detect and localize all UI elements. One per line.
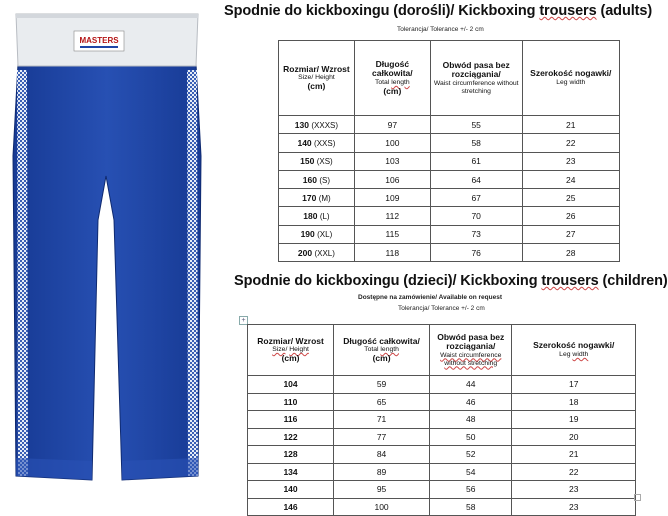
length-cell: 59: [334, 376, 430, 394]
kickboxing-trousers-image: [2, 6, 210, 498]
length-cell: 115: [354, 225, 430, 243]
children-header-leg: Szerokość nogawki/ Leg width: [512, 325, 636, 376]
children-tolerance: Tolerancja/ Tolerance +/- 2 cm: [398, 305, 485, 312]
length-cell: 103: [354, 152, 430, 170]
adults-title: Spodnie do kickboxingu (dorośli)/ Kickboxing trousers (adults): [224, 3, 653, 19]
leg-cell: 21: [522, 116, 619, 134]
table-row: [279, 134, 620, 152]
table-row: [279, 244, 620, 262]
leg-cell: 23: [512, 481, 636, 499]
adults-size-table: [278, 40, 620, 262]
adults-header-leg: Szerokość nogawki/ Leg width: [522, 41, 619, 116]
size-cell: 146: [248, 498, 334, 516]
table-row: [248, 428, 636, 446]
size-cell: 140 (XXS): [279, 134, 355, 152]
leg-cell: 20: [512, 428, 636, 446]
length-cell: 65: [334, 393, 430, 411]
table-row: [279, 189, 620, 207]
leg-cell: 22: [522, 134, 619, 152]
size-cell: 170 (M): [279, 189, 355, 207]
size-cell: 180 (L): [279, 207, 355, 225]
waist-cell: 64: [430, 170, 522, 188]
table-row: [248, 446, 636, 464]
table-row: [279, 207, 620, 225]
size-cell: 110: [248, 393, 334, 411]
table-row: [248, 481, 636, 499]
size-cell: 130 (XXXS): [279, 116, 355, 134]
leg-cell: 25: [522, 189, 619, 207]
length-cell: 77: [334, 428, 430, 446]
size-cell: 122: [248, 428, 334, 446]
size-cell: 160 (S): [279, 170, 355, 188]
length-cell: 118: [354, 244, 430, 262]
size-cell: 116: [248, 411, 334, 429]
length-cell: 89: [334, 463, 430, 481]
length-cell: 100: [354, 134, 430, 152]
table-row: [279, 116, 620, 134]
masters-logo: [74, 31, 124, 51]
children-title: Spodnie do kickboxingu (dzieci)/ Kickboxing trousers (children): [234, 273, 668, 289]
waist-cell: 55: [430, 116, 522, 134]
table-row: [248, 498, 636, 516]
children-header-length: Długość całkowita/ Total length (cm): [334, 325, 430, 376]
table-row: [248, 463, 636, 481]
leg-cell: 27: [522, 225, 619, 243]
length-cell: 106: [354, 170, 430, 188]
adults-header-size: Rozmiar/ Wzrost Size/ Height (cm): [279, 41, 355, 116]
leg-cell: 22: [512, 463, 636, 481]
waist-cell: 50: [430, 428, 512, 446]
adults-header-waist: Obwód pasa bez rozciągania/ Waist circumference without stretching: [430, 41, 522, 116]
leg-cell: 28: [522, 244, 619, 262]
waist-cell: 76: [430, 244, 522, 262]
length-cell: 100: [334, 498, 430, 516]
waist-cell: 73: [430, 225, 522, 243]
size-cell: 150 (XS): [279, 152, 355, 170]
waist-cell: 44: [430, 376, 512, 394]
adults-table-header: [279, 41, 620, 116]
waist-cell: 54: [430, 463, 512, 481]
size-cell: 140: [248, 481, 334, 499]
table-row: [279, 170, 620, 188]
table-row: [248, 411, 636, 429]
table-row: [279, 225, 620, 243]
length-cell: 84: [334, 446, 430, 464]
table-row: [248, 393, 636, 411]
leg-cell: 18: [512, 393, 636, 411]
size-cell: 200 (XXL): [279, 244, 355, 262]
length-cell: 109: [354, 189, 430, 207]
leg-cell: 23: [522, 152, 619, 170]
waist-cell: 67: [430, 189, 522, 207]
adults-header-length: Długość całkowita/ Total length (cm): [354, 41, 430, 116]
length-cell: 97: [354, 116, 430, 134]
length-cell: 71: [334, 411, 430, 429]
leg-cell: 24: [522, 170, 619, 188]
left-side-stripe: [17, 70, 28, 476]
leg-cell: 19: [512, 411, 636, 429]
children-availability: Dostępne na zamówienie/ Available on request: [358, 294, 502, 301]
size-cell: 190 (XL): [279, 225, 355, 243]
waist-cell: 58: [430, 134, 522, 152]
children-size-table: [247, 324, 636, 516]
size-cell: 134: [248, 463, 334, 481]
table-move-handle[interactable]: +: [239, 316, 248, 325]
waist-cell: 48: [430, 411, 512, 429]
waist-cell: 61: [430, 152, 522, 170]
waist-cell: 56: [430, 481, 512, 499]
size-cell: 128: [248, 446, 334, 464]
waist-cell: 70: [430, 207, 522, 225]
length-cell: 95: [334, 481, 430, 499]
table-row: [279, 152, 620, 170]
leg-cell: 17: [512, 376, 636, 394]
children-header-waist: Obwód pasa bez rozciągania/ Waist circumference without stretching: [430, 325, 512, 376]
waist-cell: 52: [430, 446, 512, 464]
leg-cell: 21: [512, 446, 636, 464]
table-resize-handle[interactable]: [634, 494, 641, 501]
length-cell: 112: [354, 207, 430, 225]
adults-tolerance: Tolerancja/ Tolerance +/- 2 cm: [397, 26, 484, 33]
svg-text:MASTERS: MASTERS: [79, 36, 119, 45]
leg-cell: 26: [522, 207, 619, 225]
waist-cell: 46: [430, 393, 512, 411]
right-side-stripe: [187, 70, 198, 476]
waist-cell: 58: [430, 498, 512, 516]
children-table-header: [248, 325, 636, 376]
trousers-body: [13, 64, 201, 480]
table-row: [248, 376, 636, 394]
size-cell: 104: [248, 376, 334, 394]
leg-cell: 23: [512, 498, 636, 516]
children-header-size: Rozmiar/ Wzrost Size/ Height (cm): [248, 325, 334, 376]
